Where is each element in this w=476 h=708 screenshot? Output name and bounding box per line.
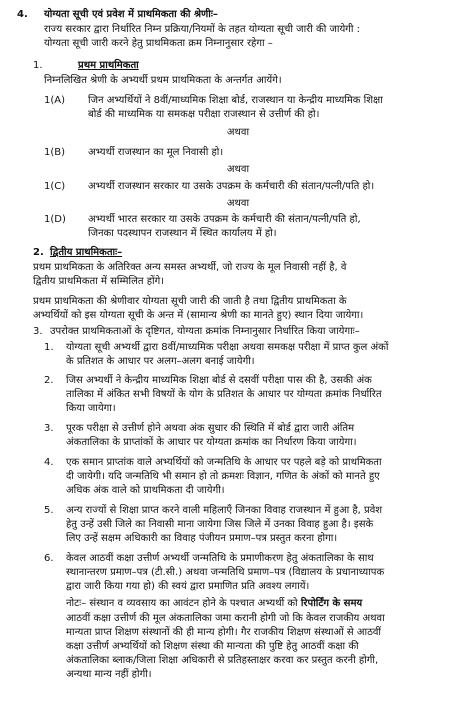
item-line: जिनका पदस्थापन राजस्थान में स्थित कार्यालय में हो। [88, 228, 277, 239]
list-line: स्थानान्तरण प्रमाण–पत्र (टी.सी.) अथवा जन्मतिथि प्रमाण–पत्र (विद्यालय के प्रधानाध्यापक [66, 567, 385, 578]
list-line: तालिका में अंकित सभी विषयों के योग के प्रतिशत के आधार पर योग्यता क्रमांक निर्धारित [66, 389, 382, 400]
second-para1-line: प्रथम प्राथमिकता के अतिरिक्त अन्य समस्त अभ्यर्थी, जो राज्य के मूल निवासी नहीं है, वे [33, 262, 347, 273]
second-para2-line: प्रथम प्राथमिकता की श्रेणीवार योग्यता सूची जारी की जाती है तथा द्वितीय प्राथमिकता के [33, 296, 347, 307]
list-line: जिस अभ्यर्थी ने केन्द्रीय माध्यमिक शिक्षा बोर्ड से दसवीं परीक्षा पास की है, उसकी अंक [66, 375, 372, 386]
list-label: 4. [44, 457, 54, 468]
separator-or: अथवा [226, 198, 250, 209]
note-line: अन्यथा मान्य नहीं होगी। [66, 669, 152, 680]
note-line-1 [66, 597, 362, 611]
second-para1-line: द्वितीय प्राथमिकता में सम्मिलित होंगे। [33, 276, 165, 287]
first-heading: प्रथम प्राथमिकता [78, 60, 139, 71]
list-line: किया जायेगा। [66, 403, 116, 414]
third-intro: उपरोक्त प्राथमिकताओं के दृष्टिगत, योग्यता क्रमांक निम्नानुसार निर्धारित किया जायेगाः– [50, 326, 360, 337]
list-line: हेतु उन्हें उसी जिले का निवासी माना जायेगा जिस जिले में उनका विवाह हुआ है। इसके [66, 519, 374, 530]
list-line: केवल आठवीं कक्षा उत्तीर्ण अभ्यर्थी जन्मतिथि के प्रमाणीकरण हेतु अंकतालिका के साथ [66, 553, 374, 564]
list-line: दी जायेगी। यदि जन्मतिथि भी समान हो तो क्रमशः विज्ञान, गणित के अंकों को मानते हुए [66, 471, 380, 482]
list-label: 3. [44, 423, 54, 434]
list-line: एक समान प्राप्तांक वाले अभ्यर्थियों को जन्मतिथि के आधार पर पहले बड़े को प्राथमिकता [66, 457, 382, 468]
item-line: अभ्यर्थी राजस्थान सरकार या उसके उपक्रम के कर्मचारी की संतान/पत्नी/पति हो। [88, 181, 375, 192]
intro-line-2: योग्यता सूची जारी करने हेतु प्राथमिकता क्रम निम्नानुसार रहेगा – [44, 38, 273, 49]
list-line: अन्य राज्यों से शिक्षा प्राप्त करने वाली महिलाएँ जिनका विवाह राजस्थान में हुआ है, प्रवेश [66, 505, 383, 516]
item-label: 1(A) [44, 95, 66, 106]
note-emphasis: रिपोर्टिंग के समय [300, 598, 363, 609]
section-title: योग्यता सूची एवं प्रवेश में प्राथमिकता की श्रेणीः– [44, 9, 218, 20]
list-label: 6. [44, 553, 54, 564]
note-line: आठवीं कक्षा उत्तीर्ण की मूल अंकतालिका जमा करानी होगी जो कि केवल राजकीय अथवा [66, 613, 385, 624]
second-number: 2. [33, 247, 44, 258]
section-number: 4. [17, 9, 28, 20]
list-line: के प्रतिशत के आधार पर अलग–अलग बनाई जायेगी। [66, 356, 255, 367]
list-label: 2. [44, 375, 54, 386]
item-label: 1(B) [44, 147, 66, 158]
item-label: 1(C) [44, 181, 66, 192]
list-line: पूरक परीक्षा से उत्तीर्ण होने अथवा अंक सुधार की स्थिति में बोर्ड द्वारा जारी अंतिम [66, 423, 355, 434]
first-number: 1. [33, 60, 43, 71]
separator-or: अथवा [226, 127, 250, 138]
list-label: 1. [44, 342, 54, 353]
list-line: लिए उन्हें सक्षम अधिकारी का विवाह पंजीयन प्रमाण–पत्र प्रस्तुत करना होगा। [66, 533, 338, 544]
note-line: कक्षा उत्तीर्ण अभ्यर्थियों को शिक्षण संस्था की मान्यता की पुष्टि हेतु आठवीं कक्षा की [66, 641, 359, 652]
first-intro: निम्नलिखित श्रेणी के अभ्यर्थी प्रथम प्राथमिकता के अन्तर्गत आयेंगे। [44, 75, 282, 86]
note-line: अंकतालिका ब्लाक/जिला शिक्षा अधिकारी से प्रतिहस्ताक्षर करवा कर प्रस्तुत करनी होगी, [66, 655, 379, 666]
item-line: बोर्ड की माध्यमिक या समकक्ष परीक्षा राजस्थान से उत्तीर्ण की हो। [88, 109, 320, 120]
note-line: मान्यता प्राप्त शिक्षण संस्थानों की ही मान्य होगी। गैर राजकीय शिक्षण संस्थाओं से आठवीं [66, 627, 382, 638]
list-line: द्वारा जारी किया गया हो) की स्वयं द्वारा प्रमाणित प्रति अवश्य लगायें। [66, 581, 310, 592]
item-line: अभ्यर्थी राजस्थान का मूल निवासी हो। [88, 147, 224, 158]
note-prefix: नोटः– संस्थान व व्यवसाय का आवंटन होने के पश्चात अभ्यर्थी को [66, 598, 301, 609]
second-para2-line: अभ्यर्थियों को इस योग्यता सूची के अन्त में (सामान्य श्रेणी का मानते हुए) स्थान दिया जायेगा। [33, 310, 364, 321]
second-heading: द्वितीय प्राथमिकताः– [50, 247, 123, 258]
item-line: अभ्यर्थी भारत सरकार या उसके उपक्रम के कर्मचारी की संतान/पत्नी/पति हो, [88, 214, 361, 225]
separator-or: अथवा [226, 164, 250, 175]
third-number: 3. [33, 326, 43, 337]
intro-line-1: राज्य सरकार द्वारा निर्धारित निम्न प्रक्रिया/नियमों के तहत योग्यता सूची जारी की जायेगी : [44, 24, 361, 35]
list-line: योग्यता सूची अभ्यर्थी द्वारा 8वीं/माध्यमिक परीक्षा अथवा समकक्ष परीक्षा में प्राप्त कुल अंकों [66, 342, 389, 353]
list-line: अधिक अंक वाले को प्राथमिकता दी जायेगी। [66, 485, 225, 496]
list-line: अंकतालिका के प्राप्तांकों के आधार पर योग्यता क्रमांक का निर्धारण किया जायेगा। [66, 437, 357, 448]
list-label: 5. [44, 505, 54, 516]
item-line: जिन अभ्यर्थियों ने 8वीं/माध्यमिक शिक्षा बोर्ड, राजस्थान या केन्द्रीय माध्यमिक शिक्षा [88, 95, 383, 106]
item-label: 1(D) [44, 214, 66, 225]
